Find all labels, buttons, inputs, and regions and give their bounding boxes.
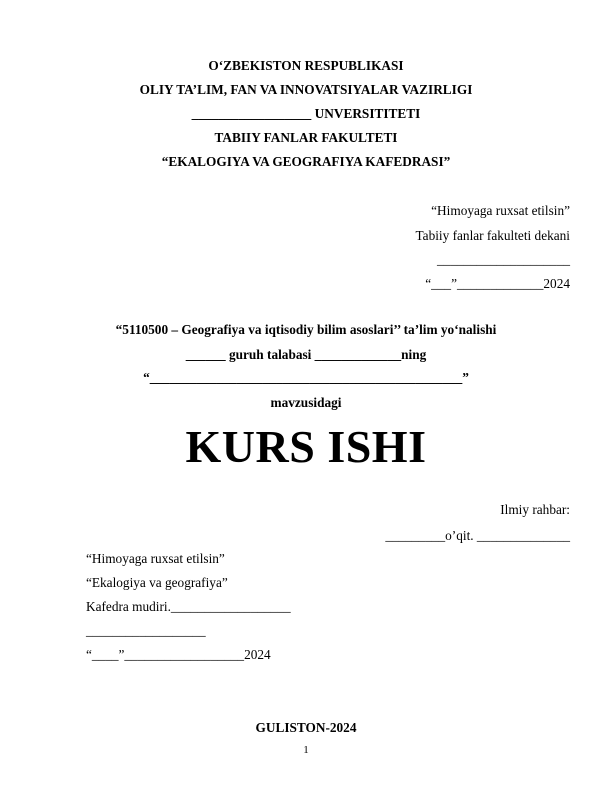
department-name: “Ekalogiya va geografiya” [86,575,228,590]
dean-label: Tabiiy fanlar fakulteti dekani [415,228,570,243]
dean-signature-line: ____________________ [437,252,570,267]
page-number: 1 [303,744,309,756]
approval-top-date: “___”_____________2024 [425,276,570,291]
department-head-line: Kafedra mudiri.__________________ [86,599,291,614]
topic-blank-line: “_______________________________________________” [143,370,469,385]
approval-top-title: “Himoyaga ruxsat etilsin” [431,203,570,218]
faculty-heading: TABIIY FANLAR FAKULTETI [214,130,398,145]
department-heading: “EKALOGIYA VA GEOGRAFIYA KAFEDRASI” [161,154,451,169]
city-year: GULISTON-2024 [255,720,357,735]
student-line: ______ guruh talabasi _____________ning [185,347,427,362]
supervisor-label: Ilmiy rahbar: [500,502,570,517]
department-head-signature-line: __________________ [86,623,206,638]
supervisor-signature-line: _________o’qit. ______________ [385,528,570,543]
approval-bottom-date: “____”__________________2024 [86,647,271,662]
document-title: KURS ISHI [185,421,427,472]
topic-suffix: mavzusidagi [270,395,342,410]
approval-bottom-title: “Himoyaga ruxsat etilsin” [86,551,225,566]
country-heading: O‘ZBEKISTON RESPUBLIKASI [208,58,404,73]
specialty-line: “5110500 – Geografiya va iqtisodiy bilim asoslari’’ ta’lim yo‘nalishi [115,322,497,337]
ministry-heading: OLIY TA’LIM, FAN VA INNOVATSIYALAR VAZIRLIGI [139,82,473,97]
university-heading: __________________ UNVERSITITETI [191,106,421,121]
